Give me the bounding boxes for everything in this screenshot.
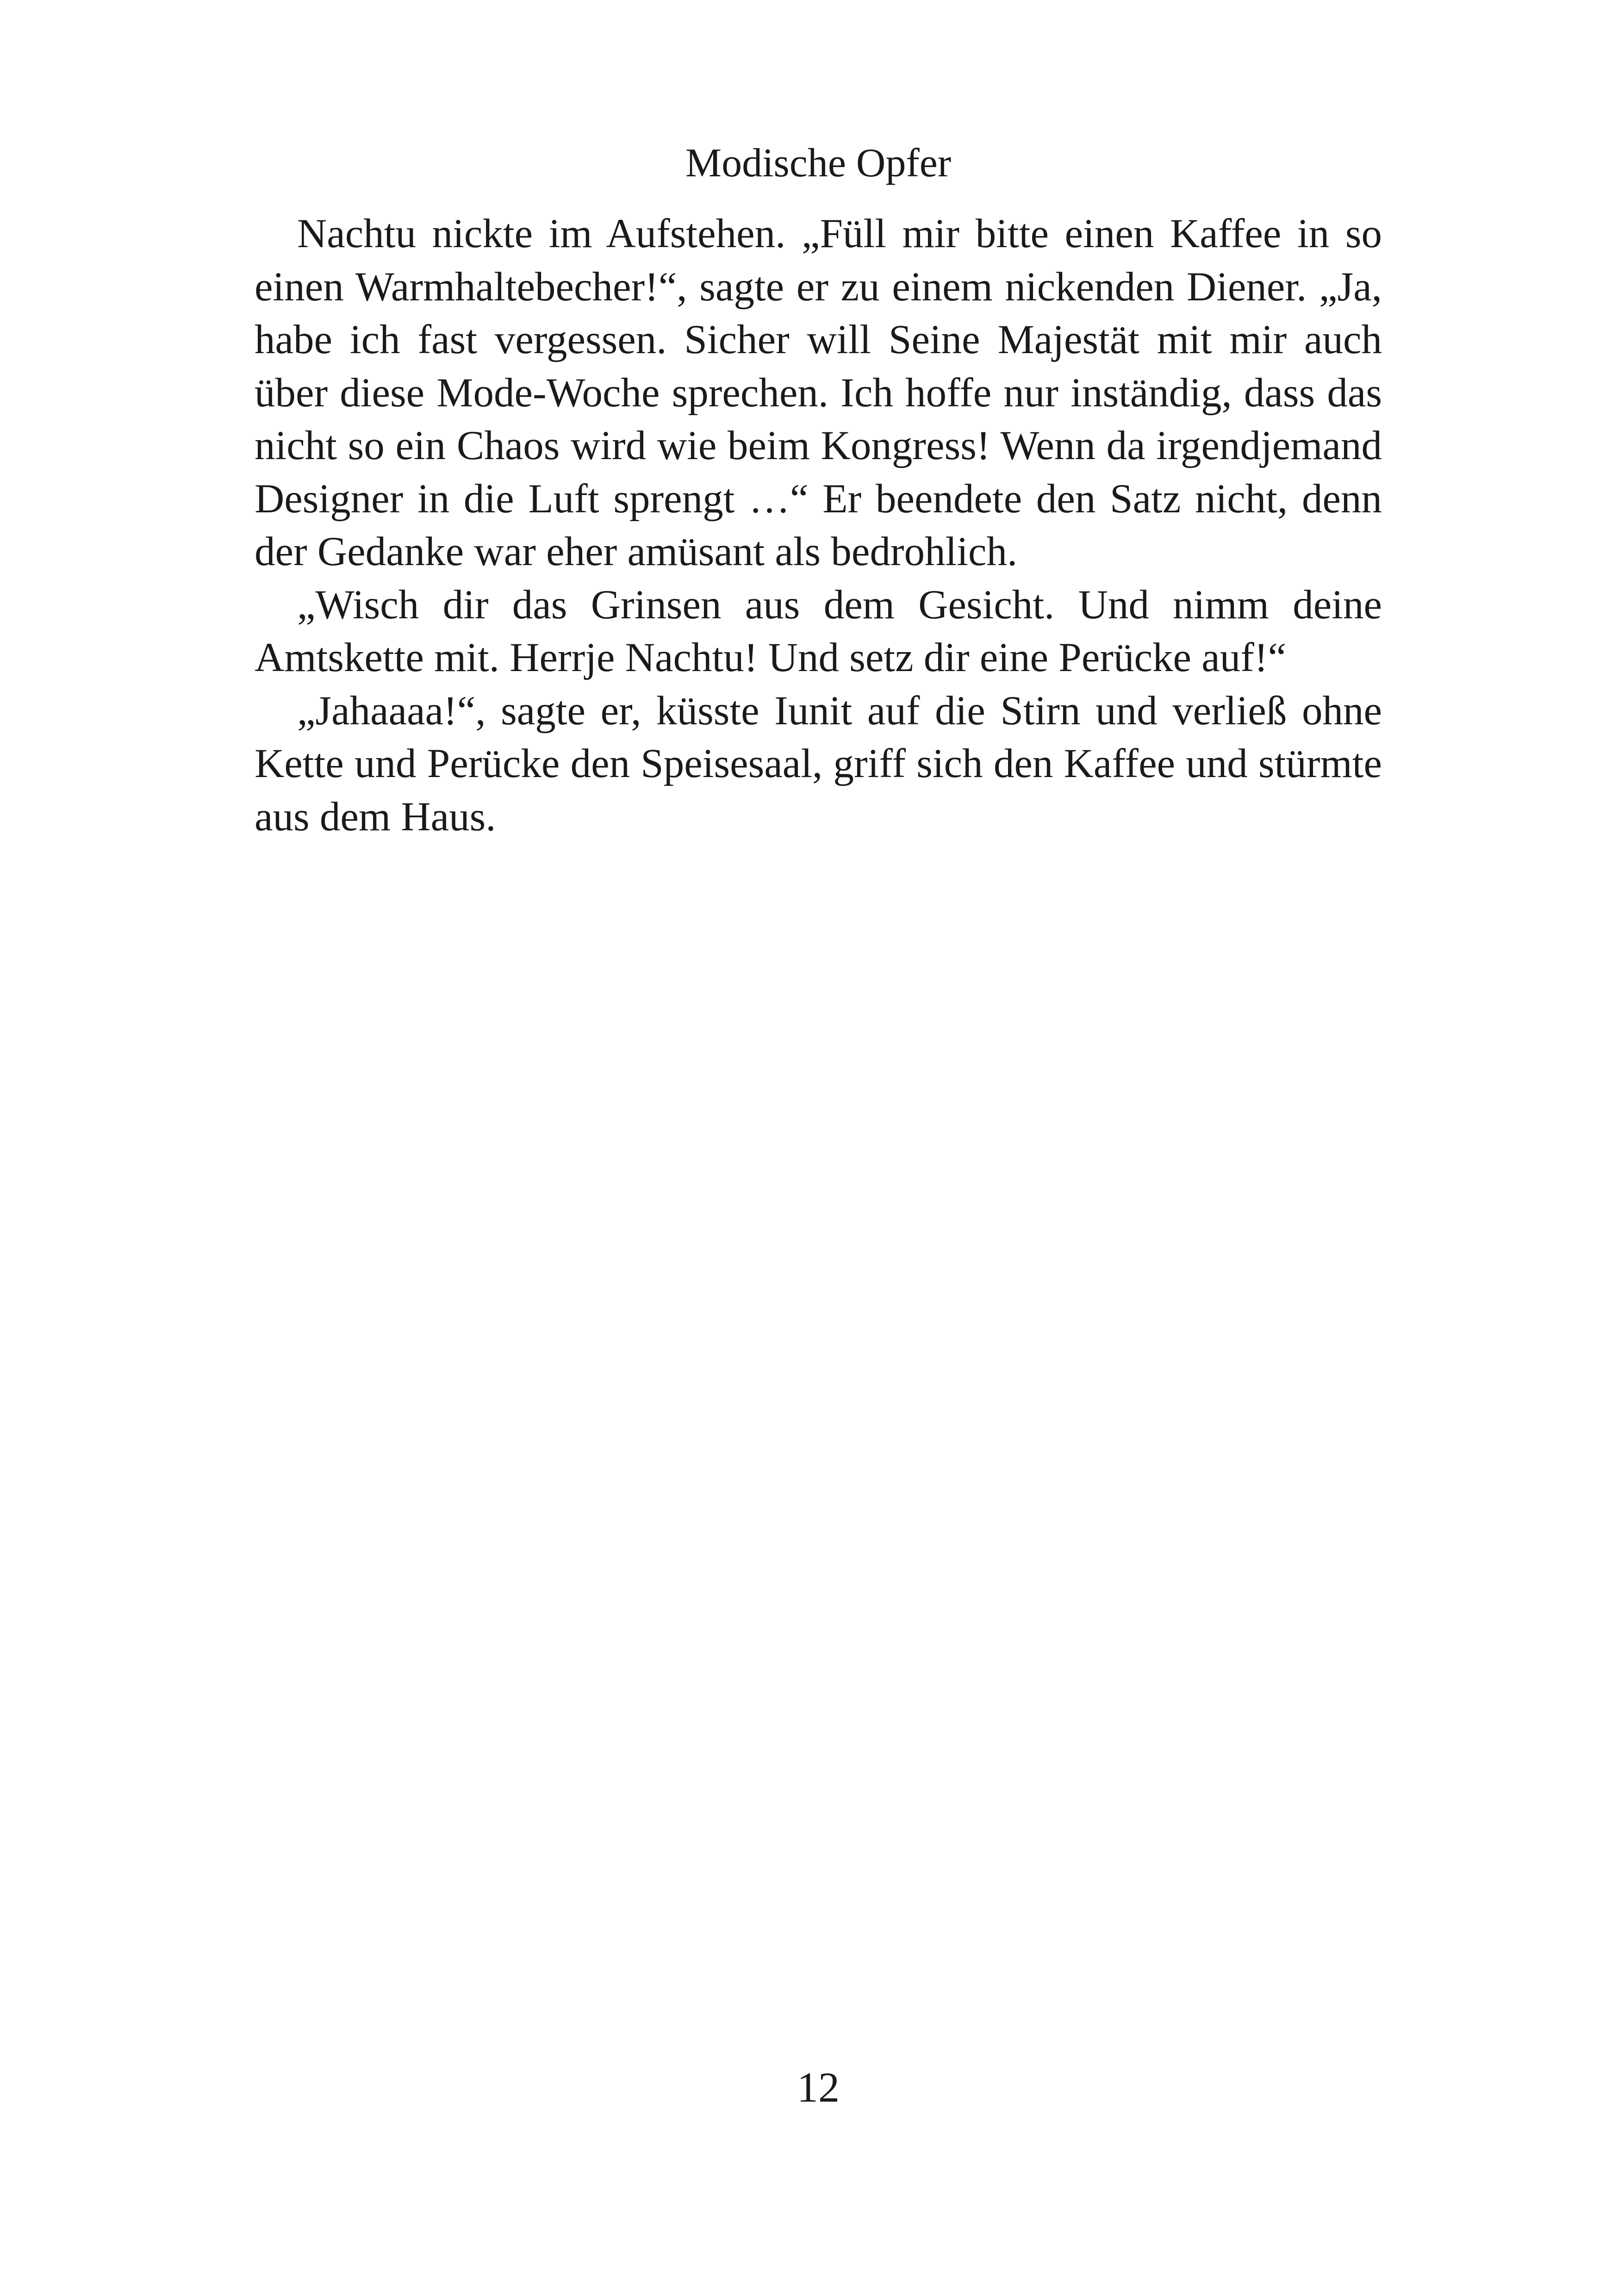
paragraph-1: Nachtu nickte im Aufstehen. „Füll mir bitte einen Kaffee in so einen Warmhaltebecher!“, sagte er zu einem nickenden Diener. „Ja, habe ich fast vergessen. Sicher will Seine Majestät mit mir auch über diese Mode-Woche sprechen. Ich hoffe nur inständig, dass das nicht so ein Chaos wird wie beim Kongress! Wenn da irgendjemand Designer in die Luft sprengt …“ Er beendete den Satz nicht, denn der Gedanke war eher amüsant als bedrohlich. bbox=[255, 211, 1382, 574]
paragraph-3: „Jahaaaa!“, sagte er, küsste Iunit auf die Stirn und verließ ohne Kette und Perücke den Speisesaal, griff sich den Kaffee und stürmte aus dem Haus. bbox=[255, 688, 1382, 840]
paragraph-2: „Wisch dir das Grinsen aus dem Gesicht. Und nimm deine Amtskette mit. Herrje Nachtu! Und setz dir eine Perücke auf!“ bbox=[255, 582, 1382, 680]
page-number: 12 bbox=[797, 2064, 840, 2111]
body-text bbox=[255, 207, 1382, 843]
running-header-title: Modische Opfer bbox=[685, 141, 952, 186]
